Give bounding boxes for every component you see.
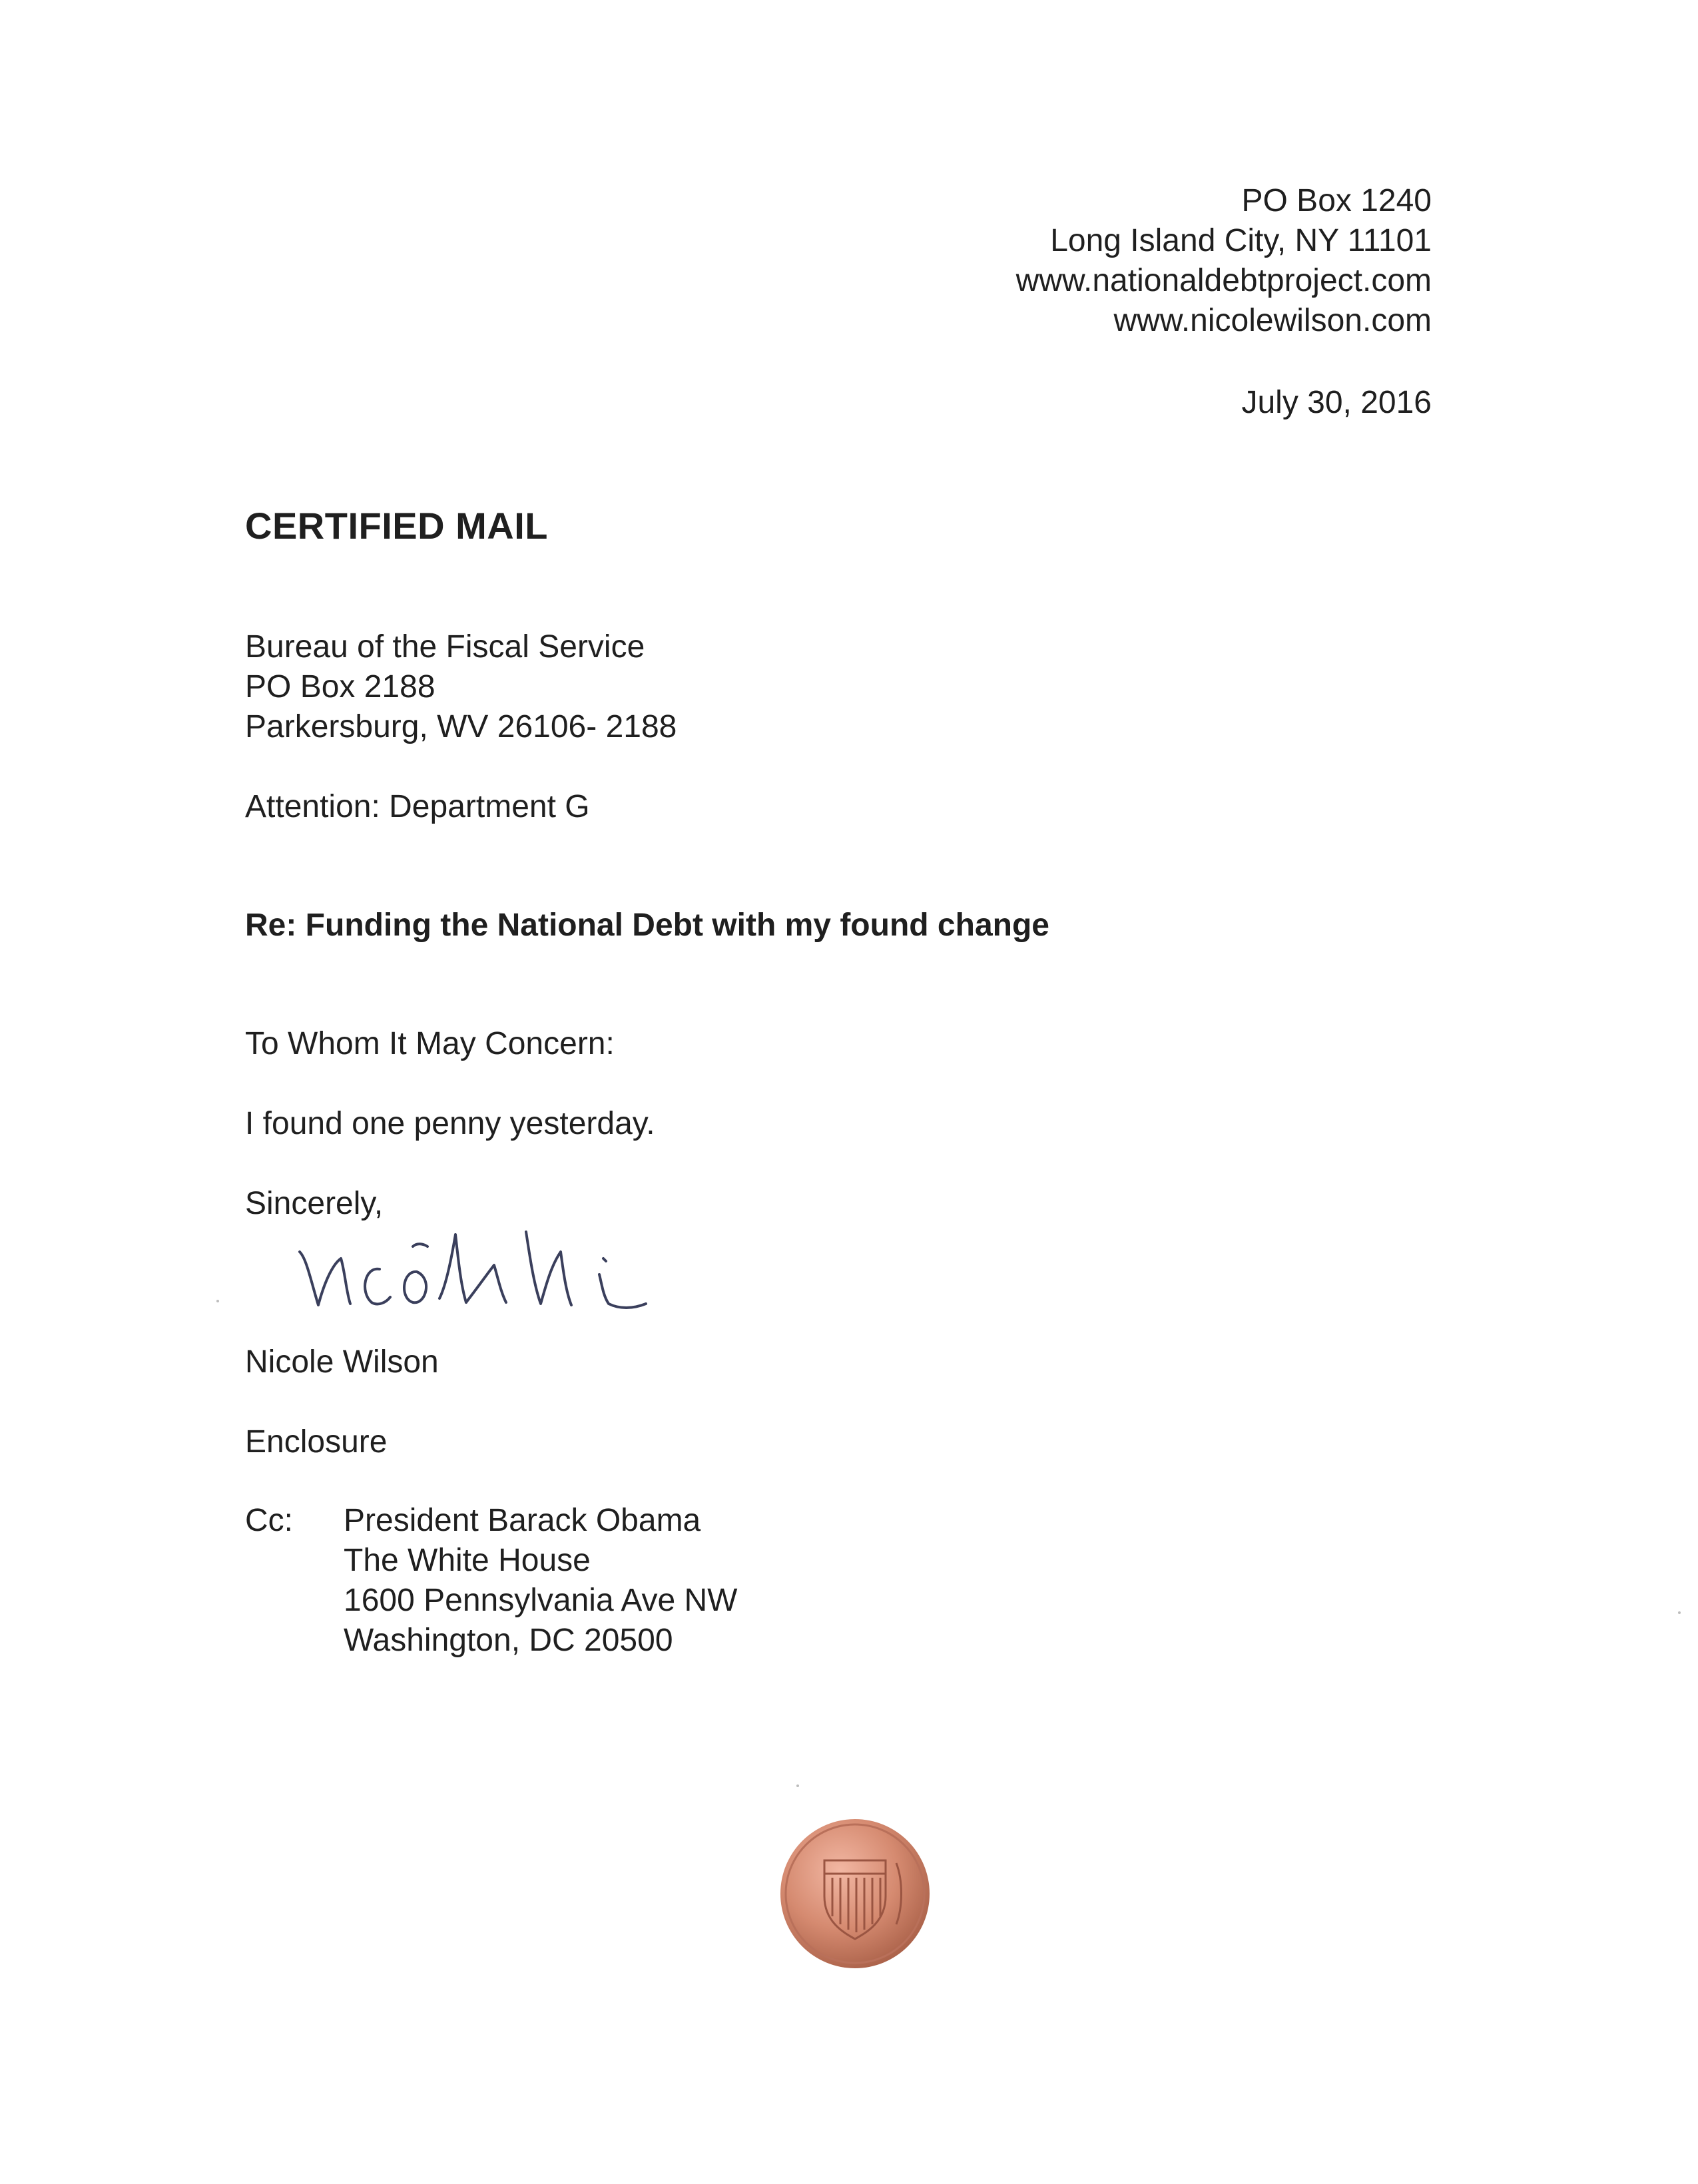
sender-address-line-1: PO Box 1240 (1241, 183, 1432, 218)
scan-speck (1678, 1611, 1681, 1614)
cc-line-2: The White House (344, 1543, 591, 1578)
penny-icon (778, 1816, 932, 1971)
sender-address-line-2: Long Island City, NY 11101 (1050, 223, 1432, 258)
attention-line: Attention: Department G (245, 789, 590, 824)
recipient-line-2: PO Box 2188 (245, 669, 435, 704)
salutation: To Whom It May Concern: (245, 1026, 615, 1061)
sender-website-1: www.nationaldebtproject.com (1015, 263, 1432, 298)
scan-speck (216, 1300, 219, 1302)
scan-speck (796, 1784, 799, 1787)
sender-address (1016, 181, 1432, 341)
letter-date: July 30, 2016 (1241, 385, 1432, 420)
signature-icon (286, 1205, 673, 1325)
cc-line-3: 1600 Pennsylvania Ave NW (344, 1583, 738, 1618)
subject-line: Re: Funding the National Debt with my found change (245, 908, 1049, 943)
signer-name: Nicole Wilson (245, 1344, 439, 1380)
cc-address (344, 1501, 737, 1661)
recipient-line-3: Parkersburg, WV 26106- 2188 (245, 709, 677, 744)
sender-website-2: www.nicolewilson.com (1113, 303, 1432, 338)
delivery-method-heading: CERTIFIED MAIL (245, 505, 548, 547)
recipient-address (245, 627, 677, 747)
letter-body: I found one penny yesterday. (245, 1106, 655, 1141)
recipient-line-1: Bureau of the Fiscal Service (245, 629, 645, 665)
enclosure-note: Enclosure (245, 1424, 388, 1460)
cc-line-1: President Barack Obama (344, 1503, 701, 1538)
cc-line-4: Washington, DC 20500 (344, 1623, 673, 1658)
cc-label: Cc: (245, 1503, 293, 1538)
closing: Sincerely, (245, 1186, 384, 1221)
